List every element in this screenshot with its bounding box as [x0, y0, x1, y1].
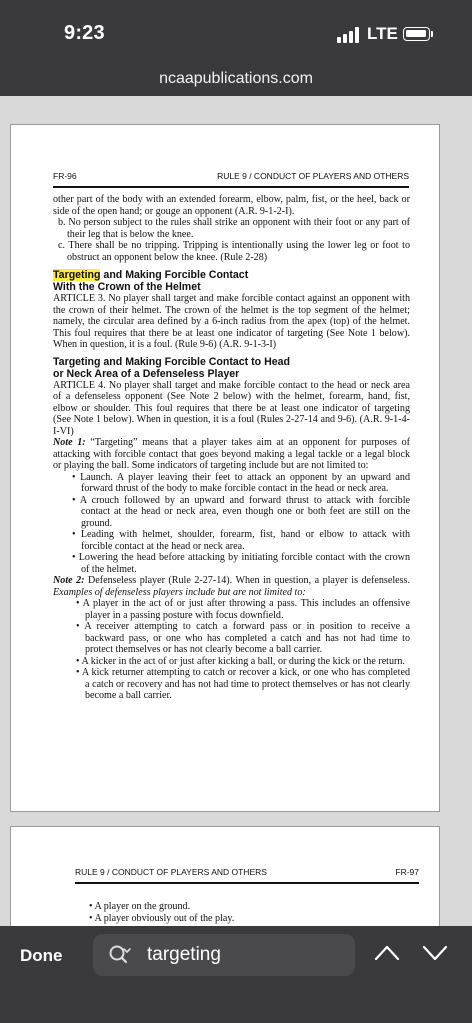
heading-text-line2: or Neck Area of a Defenseless Player	[53, 367, 240, 380]
note-2-text: Defenseless player (Rule 2-27-14). When in question, a player is defenseless.	[84, 575, 410, 586]
note-2-examples: Examples of defenseless players include but are not limited to:	[53, 586, 306, 598]
status-bar	[0, 0, 472, 62]
find-input[interactable]	[93, 934, 355, 976]
indicator-crouch: • A crouch followed by an upward and forward thrust to attack with forcible contact at the head or neck area, even though one or both feet are still on the ground.	[72, 494, 410, 529]
pdf-page-fr-97	[10, 826, 440, 926]
find-bar	[0, 926, 472, 1023]
paragraph-intro: other part of the body with an extended forearm, elbow, palm, fist, or the heel, back or side of the open hand; or gouge an opponent (A.R. 9-1-2-I).	[53, 194, 410, 217]
page-header	[53, 171, 409, 185]
defenseless-kick-returner: • A kick returner attempting to catch or recover a kick, or one who has completed a catch or recovery and has not had time to protect themselves or has not clearly become a ball carrier.	[76, 667, 410, 701]
indicator-launch: • Launch. A player leaving their feet to attack an opponent by an upward and forward thrust of the body to make forcible contact in the head or neck area.	[72, 471, 410, 494]
find-query: targeting	[147, 944, 221, 965]
chevron-up-icon[interactable]	[373, 939, 401, 967]
network-type: LTE	[367, 24, 398, 43]
battery-icon	[403, 27, 430, 41]
signal-bars-icon	[337, 27, 361, 43]
pdf-page-fr-96	[10, 124, 440, 812]
note-2-label: Note 2:	[53, 575, 85, 586]
done-button[interactable]: Done	[20, 946, 63, 965]
page-body	[75, 901, 405, 925]
url-bar[interactable]	[0, 62, 472, 96]
note-2	[53, 575, 410, 598]
article-4: ARTICLE 4. No player shall target and make forcible contact to the head or neck area of a defenseless opponent (See Note 2 below) with the helmet, forearm, hand, fist, elbow or shoulder. This foul requires that there be at least one indicator of targeting (See Note 1 below). When in question, it is a foul (Rules 2-27-14 and 9-6). (A.R. 9-1-4-I-VI)	[53, 379, 410, 437]
search-highlight: Targeting	[53, 269, 101, 281]
defenseless-kicker: • A kicker in the act of or just after kicking a ball, or during the kick or the return.	[76, 655, 405, 667]
page-number: FR-97	[395, 867, 419, 877]
running-head: RULE 9 / CONDUCT OF PLAYERS AND OTHERS	[75, 867, 267, 877]
document-viewer[interactable]	[0, 96, 472, 926]
search-icon[interactable]	[107, 943, 131, 967]
heading-text-line2: With the Crown of the Helmet	[53, 281, 201, 293]
note-1-text: “Targeting” means that a player takes aim at an opponent for purposes of attacking with forcible contact that goes beyond making a legal tackle or a legal block or playing the ball. Some indicators of targeting include but are not limited to:	[53, 437, 410, 471]
heading-article-3	[53, 269, 410, 293]
defenseless-on-ground: • A player on the ground.	[89, 901, 191, 912]
status-time: 9:23	[64, 22, 105, 44]
defenseless-passer: • A player in the act of or just after throwing a pass. This includes an offensive player in a passing posture with focus downfield.	[76, 598, 410, 621]
article-3: ARTICLE 3. No player shall target and make forcible contact against an opponent with the crown of their helmet. The crown of the helmet is the top segment of the helmet; namely, the circular area defined by a 6-inch radius from the apex (top) of the helmet. This foul requires that there be at least one indicator of targeting (See Note 1 below). When in question, it is a foul. (Rule 9-6) (A.R. 9-1-3-I)	[53, 293, 410, 350]
heading-text: and Making Forcible Contact	[100, 269, 249, 281]
battery-cap	[431, 31, 433, 37]
heading-text: Targeting and Making Forcible Contact to Head	[53, 355, 291, 368]
page-body	[53, 194, 410, 702]
defenseless-out-of-play: • A player obviously out of the play.	[89, 913, 235, 924]
indicator-lowering-head: • Lowering the head before attacking by initiating forcible contact with the crown of the helmet.	[72, 552, 410, 575]
header-rule	[53, 186, 409, 188]
page-number: FR-96	[53, 171, 77, 181]
url-text: ncaapublications.com	[159, 70, 313, 87]
heading-article-4	[53, 356, 410, 380]
chevron-down-icon[interactable]	[421, 939, 449, 967]
indicator-leading: • Leading with helmet, shoulder, forearm, fist, hand or elbow to attack with forcible contact at the head or neck area.	[72, 529, 410, 552]
running-head: RULE 9 / CONDUCT OF PLAYERS AND OTHERS	[217, 171, 409, 181]
header-rule	[75, 882, 419, 884]
note-1	[53, 437, 410, 472]
page-header	[75, 867, 419, 881]
defenseless-receiver: • A receiver attempting to catch a forward pass or in position to receive a backward pass, or one who has completed a catch and has not had time to protect themselves or has not clearly become a ball carrier.	[76, 621, 410, 655]
item-b: b. No person subject to the rules shall strike an opponent with their foot or any part of their leg that is below the knee.	[58, 217, 410, 240]
item-c: c. There shall be no tripping. Tripping is intentionally using the lower leg or foot to obstruct an opponent below the knee. (Rule 2-28)	[58, 240, 410, 263]
note-1-label: Note 1:	[53, 437, 86, 448]
